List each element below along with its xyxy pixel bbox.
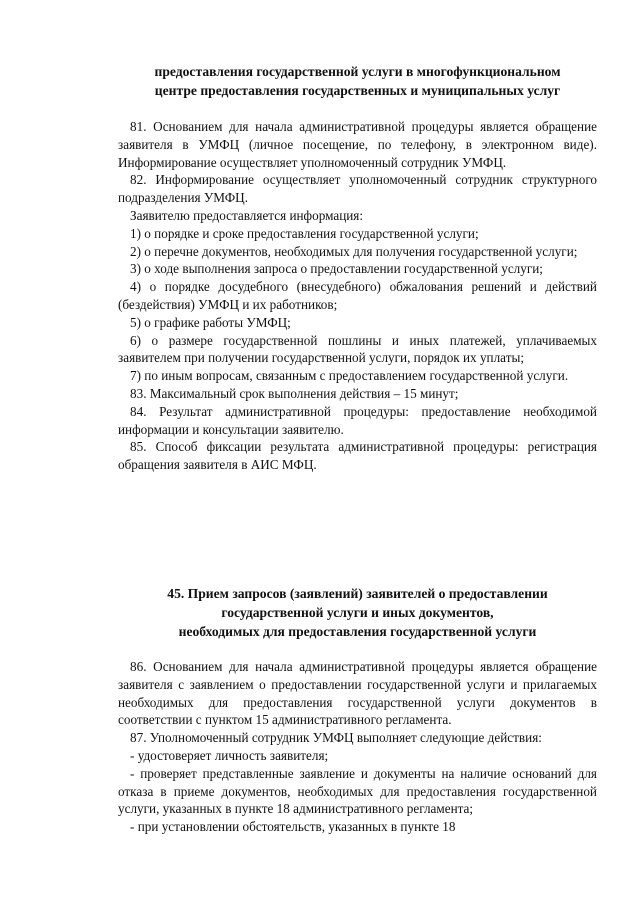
section-heading-45	[118, 584, 597, 641]
section-body-45	[118, 658, 597, 836]
heading-line: 45. Прием запросов (заявлений) заявителей о предоставлении	[167, 586, 548, 601]
heading-line: государственной услуги и иных документов,	[221, 605, 494, 620]
list-item: 1) о порядке и сроке предоставления государственной услуги;	[130, 225, 479, 241]
paragraph: 81. Основанием для начала административной процедуры является обращение заявителя в УМФЦ (личное посещение, по телефону, в электронном виде). Информирование осуществляет уполномоченный сотрудник УМФЦ.	[118, 119, 597, 170]
list-item: 2) о перечне документов, необходимых для получения государственной услуги;	[130, 243, 578, 259]
paragraph: Заявителю предоставляется информация:	[130, 207, 364, 223]
list-item: 3) о ходе выполнения запроса о предоставлении государственной услуги;	[130, 261, 543, 277]
paragraph: 87. Уполномоченный сотрудник УМФЦ выполняет следующие действия:	[130, 730, 542, 746]
list-item: 5) о графике работы УМФЦ;	[130, 314, 291, 330]
paragraph: 84. Результат административной процедуры: предоставление необходимой информации и консультации заявителю.	[118, 403, 597, 437]
list-item: 6) о размере государственной пошлины и иных платежей, уплачиваемых заявителем при получении государственной услуги, порядок их уплаты;	[118, 332, 597, 366]
list-item: - при установлении обстоятельств, указанных в пункте 18	[130, 819, 456, 835]
list-item: - проверяет представленные заявление и документы на наличие оснований для отказа в приеме документов, необходимых для предоставления государственной услуги, указанных в пункте 18 административного регламента;	[118, 765, 597, 817]
section-heading-top	[118, 62, 597, 100]
paragraph: 82. Информирование осуществляет уполномоченный сотрудник структурного подразделения УМФЦ.	[118, 172, 597, 206]
list-item: - удостоверяет личность заявителя;	[130, 747, 329, 763]
heading-line: необходимых для предоставления государственной услуги	[178, 624, 537, 639]
heading-line: центре предоставления государственных и муниципальных услуг	[154, 83, 561, 98]
paragraph: 85. Способ фиксации результата административной процедуры: регистрация обращения заявителя в АИС МФЦ.	[118, 439, 597, 473]
paragraph: 83. Максимальный срок выполнения действия – 15 минут;	[130, 385, 459, 401]
list-item: 7) по иным вопросам, связанным с предоставлением государственной услуги.	[130, 368, 569, 384]
paragraph: 86. Основанием для начала административной процедуры является обращение заявителя с заявлением о предоставлении государственной услуги и прилагаемых необходимых для предоставления государственной услуги документов в соответствии с пунктом 15 административного регламента.	[118, 659, 597, 728]
list-item: 4) о порядке досудебного (внесудебного) обжалования решений и действий (бездействия) УМФЦ и их работников;	[118, 279, 597, 312]
section-body-top	[118, 118, 597, 474]
heading-line: предоставления государственной услуги в многофункциональном	[154, 64, 561, 79]
